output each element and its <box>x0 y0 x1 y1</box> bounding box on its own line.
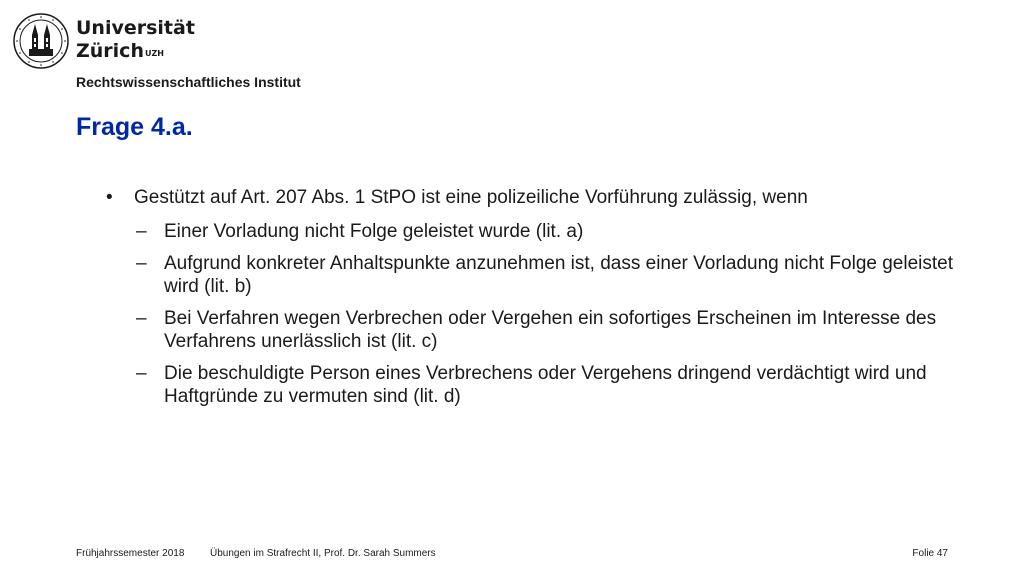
sub-item-text: Einer Vorladung nicht Folge geleistet wurde (lit. a) <box>164 221 584 242</box>
sub-item-lit-b <box>106 252 986 298</box>
slide-title: Frage 4.a. <box>76 113 193 141</box>
footer-slide-number: Folie 47 <box>912 548 948 559</box>
sub-item-marker: – <box>136 308 147 329</box>
bullet-text: Gestützt auf Art. 207 Abs. 1 StPO ist eine polizeiliche Vorführung zulässig, wenn <box>134 187 808 208</box>
sub-item-text: Die beschuldigte Person eines Verbrechens oder Vergehens dringend verdächtigt wird und Haftgründe zu vermuten sind (lit. d) <box>164 363 927 407</box>
sub-item-lit-c <box>106 307 986 353</box>
sub-item-marker: – <box>136 363 147 384</box>
footer-semester: Frühjahrssemester 2018 <box>76 548 185 559</box>
sub-item-marker: – <box>136 253 147 274</box>
sub-item-marker: – <box>136 221 147 242</box>
university-name-line2 <box>76 40 195 63</box>
university-city: Zürich <box>76 40 144 62</box>
university-name-line1: Universität <box>76 17 195 39</box>
slide-content <box>106 186 986 417</box>
bullet-marker: • <box>106 187 113 208</box>
uzh-seal-icon <box>13 13 69 69</box>
sub-item-text: Bei Verfahren wegen Verbrechen oder Vergehen ein sofortiges Erscheinen im Interesse des Verfahrens unerlässlich ist (lit. c) <box>164 308 937 352</box>
university-suffix: UZH <box>144 49 164 58</box>
institute-name: Rechtswissenschaftliches Institut <box>76 74 301 90</box>
footer-course: Übungen im Strafrecht II, Prof. Dr. Sarah Summers <box>210 548 436 559</box>
sub-item-text: Aufgrund konkreter Anhaltspunkte anzunehmen ist, dass einer Vorladung nicht Folge geleistet wird (lit. b) <box>164 253 954 297</box>
bullet-item <box>106 186 986 209</box>
sub-item-lit-d <box>106 362 986 408</box>
sub-item-lit-a <box>106 220 986 243</box>
university-name <box>76 17 195 63</box>
